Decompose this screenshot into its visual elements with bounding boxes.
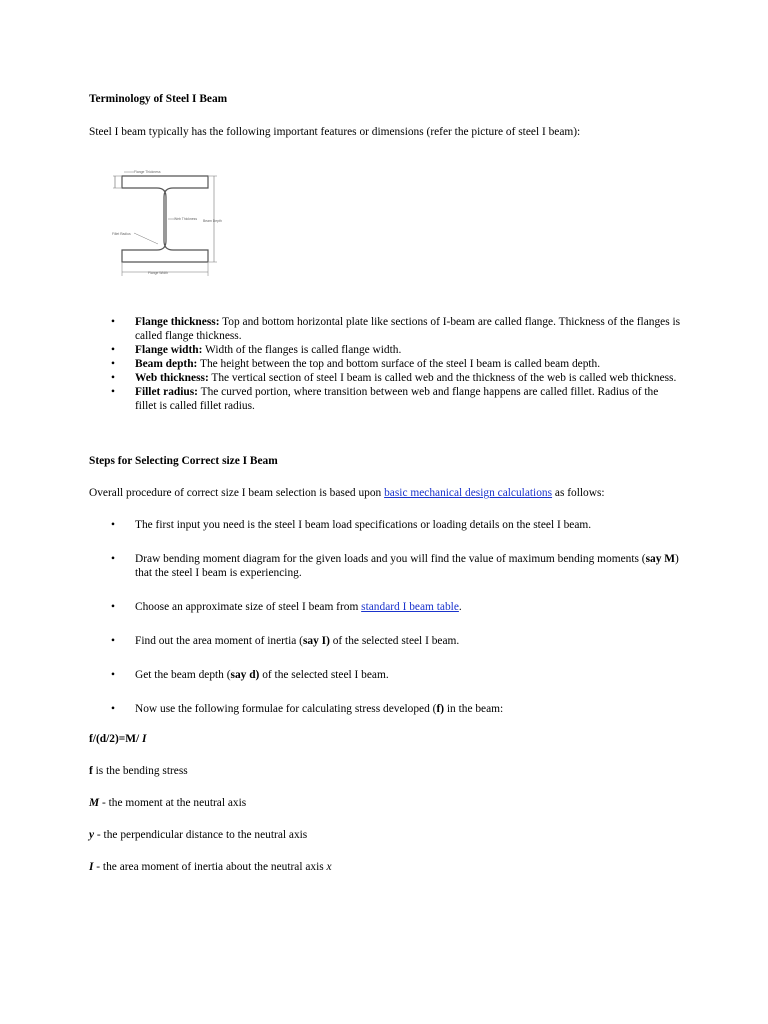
list-item: • Now use the following formulae for calculating stress developed (f) in the beam: bbox=[111, 703, 504, 715]
list-item: • Choose an approximate size of steel I beam from standard I beam table. bbox=[111, 601, 462, 613]
bullet-icon: • bbox=[111, 601, 115, 613]
bullet-icon: • bbox=[111, 372, 115, 384]
bullet-icon: • bbox=[111, 358, 115, 370]
bullet-icon: • bbox=[111, 519, 115, 531]
list-item: • Flange width: Width of the flanges is called flange width. bbox=[111, 344, 402, 356]
formula-m-definition: M - the moment at the neutral axis bbox=[89, 797, 247, 809]
list-item: • The first input you need is the steel I beam load specifications or loading details on the steel I beam. bbox=[111, 519, 592, 531]
label-web-thickness: Web Thickness bbox=[174, 217, 198, 221]
list-item: • Get the beam depth (say d) of the selected steel I beam. bbox=[111, 669, 389, 681]
formula-y-definition: y - the perpendicular distance to the neutral axis bbox=[89, 829, 308, 841]
bullet-icon: • bbox=[111, 669, 115, 681]
label-fillet-radius: Fillet Radius bbox=[112, 232, 131, 236]
bullet-icon: • bbox=[111, 344, 115, 356]
intro-steps: Overall procedure of correct size I beam selection is based upon basic mechanical design calculations as follows: bbox=[89, 487, 605, 499]
feature-list bbox=[111, 315, 681, 413]
list-item: • Draw bending moment diagram for the given loads and you will find the value of maximum bending moments (say M) that the steel I beam is experiencing. bbox=[111, 553, 679, 579]
i-beam-diagram bbox=[112, 166, 222, 278]
list-item: • Find out the area moment of inertia (say I) of the selected steel I beam. bbox=[111, 635, 460, 647]
link-standard-i-beam-table[interactable]: standard I beam table bbox=[361, 601, 459, 613]
label-beam-depth: Beam Depth bbox=[203, 219, 222, 223]
bullet-icon: • bbox=[111, 386, 115, 398]
heading-steps: Steps for Selecting Correct size I Beam bbox=[89, 455, 278, 467]
bullet-icon: • bbox=[111, 553, 115, 565]
formula-i-definition: I - the area moment of inertia about the neutral axis x bbox=[89, 861, 332, 873]
list-item: • Beam depth: The height between the top and bottom surface of the steel I beam is called beam depth. bbox=[111, 358, 601, 370]
label-flange-thickness: Flange Thickness bbox=[134, 170, 161, 174]
heading-terminology: Terminology of Steel I Beam bbox=[89, 93, 228, 105]
list-item: • Flange thickness: Top and bottom horizontal plate like sections of I-beam are called flange. Thickness of the flanges is called flange thickness. bbox=[111, 316, 681, 342]
list-item: • Fillet radius: The curved portion, where transition between web and flange happens are called fillet. Radius of the fillet is called fillet radius. bbox=[111, 386, 659, 412]
link-basic-mechanical-design[interactable]: basic mechanical design calculations bbox=[384, 487, 553, 499]
intro-terminology: Steel I beam typically has the following important features or dimensions (refer the picture of steel I beam): bbox=[89, 126, 581, 138]
bullet-icon: • bbox=[111, 635, 115, 647]
bullet-icon: • bbox=[111, 316, 115, 328]
list-item: • Web thickness: The vertical section of steel I beam is called web and the thickness of the web is called web thickness. bbox=[111, 372, 677, 384]
formula-f-definition: f is the bending stress bbox=[89, 765, 188, 777]
formula-main: f/(d/2)=M/ I bbox=[89, 733, 147, 745]
bullet-icon: • bbox=[111, 703, 115, 715]
steps-list bbox=[111, 518, 681, 736]
label-flange-width: Flange Width bbox=[148, 271, 168, 275]
